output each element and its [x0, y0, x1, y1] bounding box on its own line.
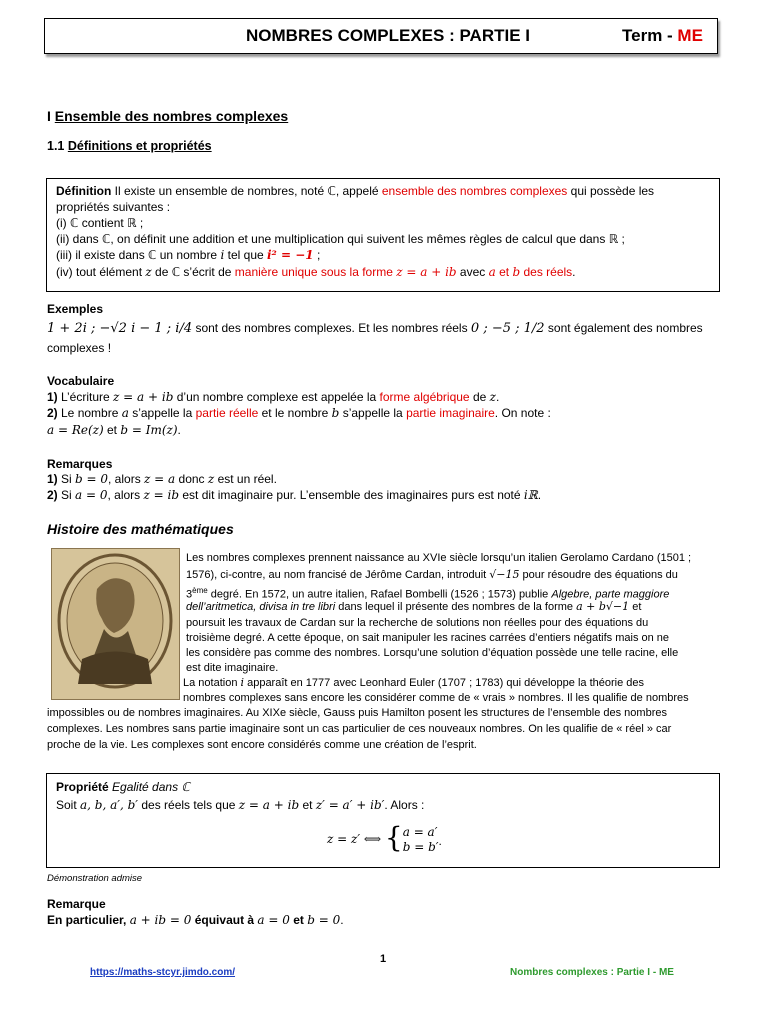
text: d’un nombre complexe est appelée la	[173, 390, 380, 404]
text-highlight: partie imaginaire	[406, 406, 495, 420]
math-highlight: z = a + ib	[396, 265, 457, 279]
propriete-line-1	[56, 780, 190, 794]
term-label	[622, 26, 703, 46]
page-title: NOMBRES COMPLEXES : PARTIE I	[246, 26, 530, 45]
text-highlight: partie réelle	[195, 406, 259, 420]
exemples-line-1	[47, 321, 703, 336]
book-title: dell’aritmetica, divisa in tre libri	[186, 601, 336, 613]
definition-line-5	[56, 248, 320, 262]
text: de	[469, 390, 490, 404]
section-1-heading	[47, 108, 288, 124]
text: . On note :	[494, 406, 551, 420]
text: , alors	[107, 488, 144, 502]
text: donc	[175, 472, 208, 486]
propriete-name: Egalité dans ℂ	[108, 780, 190, 794]
footer-doc-title: Nombres complexes : Partie I - ME	[510, 967, 674, 978]
text: est un réel.	[214, 472, 277, 486]
math: a + ib = 0	[129, 913, 192, 927]
histoire-line-1: Les nombres complexes prennent naissance au XVIe siècle lorsqu’un italien Gerolamo Cardano (1501 ;	[186, 552, 692, 564]
text: degré. En 1572, un autre italien, Rafael Bombelli (1526 ; 1573) publie	[207, 588, 552, 601]
text: 2)	[47, 488, 58, 502]
text-highlight: des réels	[520, 265, 573, 279]
text: équivaut à	[191, 913, 258, 927]
math: a = 0	[257, 913, 290, 927]
text: s’appelle la	[128, 406, 196, 420]
histoire-line-12: complexes. Les nombres sans partie imaginaire sont un cas particulier de ces nouveaux nombres. On les qualifie de « réel » car	[47, 723, 672, 735]
text: 3	[186, 588, 193, 601]
math-highlight: i² = −1	[267, 248, 314, 262]
text: Le nombre	[57, 406, 122, 420]
footer-website-link[interactable]: https://maths-stcyr.jimdo.com/	[90, 967, 236, 978]
book-title: Algebre, parte maggiore	[551, 588, 670, 601]
definition-text: Il existe un ensemble de nombres, noté ℂ, appelé	[111, 184, 382, 198]
definition-line-4: (ii) dans ℂ, on définit une addition et une multiplication qui suivent les mêmes règles de calcul que dans ℝ ;	[56, 232, 625, 246]
definition-box	[46, 178, 720, 292]
histoire-title: Histoire des mathématiques	[47, 521, 234, 537]
math: a	[121, 406, 129, 420]
math: a, b, a′, b′	[80, 798, 139, 812]
histoire-line-10: nombres complexes sans encore les considérer comme de « vrais » nombres. Il les qualifie de nombres	[183, 692, 689, 704]
remarque-title: Remarque	[47, 897, 106, 911]
math: b	[331, 406, 340, 420]
text: 1576), ci-contre, au nom francisé de Jérôme Cardan, introduit	[186, 569, 490, 581]
text-highlight: forme algébrique	[379, 390, 470, 404]
section-1-title: Ensemble des nombres complexes	[54, 108, 289, 124]
text: sont des nombres complexes. Et les nombres réels	[192, 321, 471, 335]
propriete-line-2	[56, 798, 424, 812]
text: 1)	[47, 390, 58, 404]
remarques-line-2	[47, 488, 541, 502]
text: . Alors :	[384, 798, 425, 812]
definition-label: Définition	[56, 184, 112, 198]
section-1-number: I	[47, 108, 55, 124]
propriete-equation	[327, 821, 442, 855]
text: (iv) tout élément	[56, 265, 146, 279]
vocabulaire-line-1	[47, 390, 499, 404]
math: a + b√−1	[576, 600, 630, 613]
histoire-line-2	[186, 567, 678, 583]
histoire-line-6: troisième degré. A cette époque, on sait manipuler les racines carrées d’entiers négatifs mais on ne	[186, 632, 670, 644]
brace-glyph: {	[384, 821, 403, 854]
remarque-line-1	[47, 913, 344, 927]
text: sont également des nombres	[544, 321, 703, 335]
remarques-title: Remarques	[47, 457, 113, 471]
text: En particulier,	[47, 913, 130, 927]
math: a = a′	[402, 825, 438, 839]
page-number: 1	[380, 953, 387, 965]
histoire-line-7: les considère pas comme des nombres. Lorsqu’une solution d’équation possède une telle racine, elle	[186, 647, 679, 659]
text: .	[438, 834, 442, 848]
math: b = Im(z)	[120, 423, 178, 437]
math: z = ib	[143, 488, 180, 502]
cardano-portrait	[51, 548, 180, 700]
histoire-line-13: proche de la vie. Les complexes sont encore considérés comme une création de l’esprit.	[47, 739, 477, 751]
demonstration-note: Démonstration admise	[47, 873, 143, 884]
propriete-label: Propriété	[56, 780, 109, 794]
histoire-line-5: poursuit les travaux de Cardan sur la recherche de solutions non réelles pour des équations du	[186, 617, 649, 629]
text: ème	[192, 586, 208, 595]
text: Soit	[56, 798, 81, 812]
text: , alors	[108, 472, 145, 486]
math: b = 0	[75, 472, 109, 486]
exemples-title: Exemples	[47, 302, 104, 316]
portrait-image	[52, 549, 179, 699]
text: pour résoudre des équations du	[519, 569, 678, 581]
text: Si	[57, 488, 76, 502]
definition-line-3: (i) ℂ contient ℝ ;	[56, 216, 144, 230]
math: √−15	[489, 568, 520, 581]
term-prefix: Term -	[622, 26, 678, 45]
math: a = 0	[75, 488, 108, 502]
math: a = Re(z)	[47, 423, 104, 437]
definition-line-1	[56, 184, 654, 198]
math: z = a	[144, 472, 176, 486]
text: 2)	[47, 406, 58, 420]
math: z′ = a′ + ib′	[315, 798, 385, 812]
histoire-line-9	[183, 675, 644, 691]
math: b = b′	[402, 840, 439, 854]
section-1-1-title: Définitions et propriétés	[67, 139, 212, 153]
text: dans lequel il présente des nombres de la forme	[335, 601, 577, 613]
math: z	[145, 265, 152, 279]
math: z = a + ib	[238, 798, 300, 812]
text: et	[103, 423, 121, 437]
math: 0 ; −5 ; 1/2	[470, 321, 545, 336]
text: La notation	[183, 677, 241, 689]
text: et le nombre	[258, 406, 332, 420]
text: .	[177, 423, 181, 437]
math: b = 0	[307, 913, 341, 927]
histoire-line-4	[186, 599, 641, 615]
vocabulaire-title: Vocabulaire	[47, 374, 115, 388]
equation-system	[403, 825, 439, 855]
remarques-line-1	[47, 472, 277, 486]
math: z = z′ ⟺	[327, 832, 385, 846]
histoire-line-11: impossibles ou de nombres imaginaires. Au XIXe siècle, Gauss puis Hamilton posent les structures de l’ensemble des nombres	[47, 707, 667, 719]
text: .	[572, 265, 576, 279]
math-highlight: a	[488, 265, 496, 279]
text: est dit imaginaire pur. L’ensemble des imaginaires purs est noté	[179, 488, 524, 502]
definition-text: qui possède les	[567, 184, 655, 198]
text: et	[629, 601, 642, 613]
exemples-line-2: complexes !	[47, 341, 112, 355]
text: (iii) il existe dans ℂ un nombre	[56, 248, 221, 262]
text: des réels tels que	[138, 798, 239, 812]
text: ;	[313, 248, 321, 262]
definition-line-6	[56, 265, 576, 279]
definition-highlight: ensemble des nombres complexes	[381, 184, 568, 198]
propriete-box	[46, 773, 720, 868]
section-1-1-heading	[47, 139, 212, 153]
math: i	[220, 248, 225, 262]
term-suffix: ME	[677, 26, 703, 45]
text: avec	[456, 265, 489, 279]
text-highlight: manière unique sous la forme	[234, 265, 397, 279]
math: iℝ	[523, 488, 538, 502]
text: L’écriture	[57, 390, 114, 404]
text: 1)	[47, 472, 58, 486]
math: z = a + ib	[113, 390, 174, 404]
section-1-1-number: 1.1	[47, 139, 68, 153]
text: s’appelle la	[339, 406, 407, 420]
text: et	[299, 798, 316, 812]
math: i	[240, 676, 245, 689]
text: .	[495, 390, 500, 404]
definition-line-2: propriétés suivantes :	[56, 200, 171, 214]
text: .	[340, 913, 344, 927]
math: z	[489, 390, 496, 404]
math: z	[207, 472, 215, 486]
math: 1 + 2i ; −√2 i − 1 ; i/4	[47, 321, 193, 336]
text: de ℂ s’écrit de	[151, 265, 235, 279]
vocabulaire-line-3	[47, 423, 181, 437]
vocabulaire-line-2	[47, 406, 551, 420]
text: Si	[57, 472, 76, 486]
text: apparaît en 1777 avec Leonhard Euler (1707 ; 1783) qui développe la théorie des	[244, 677, 644, 689]
math-highlight: b	[512, 265, 521, 279]
text: .	[537, 488, 542, 502]
text: tel que	[224, 248, 267, 262]
text-highlight: et	[495, 265, 513, 279]
histoire-line-8: est dite imaginaire.	[186, 662, 279, 674]
text: et	[289, 913, 308, 927]
